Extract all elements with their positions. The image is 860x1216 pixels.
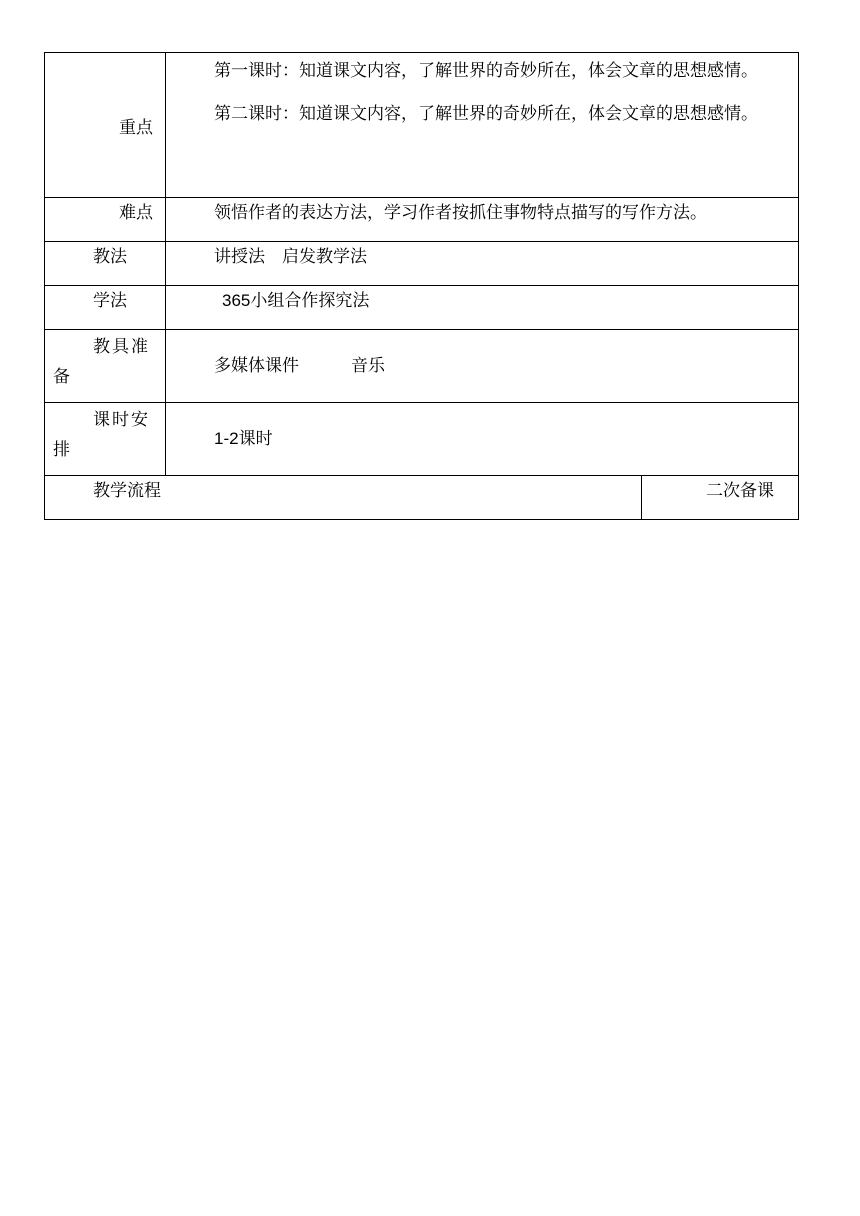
row-process bbox=[45, 476, 799, 520]
content-cell bbox=[166, 286, 799, 330]
label-cell bbox=[45, 198, 166, 242]
tools-label: 教具准备 bbox=[53, 337, 150, 387]
key-points-label: 重点 bbox=[119, 117, 153, 138]
row-difficulty bbox=[45, 198, 799, 242]
process-cell bbox=[45, 476, 642, 520]
difficulty-label: 难点 bbox=[119, 203, 153, 223]
lesson-plan-table bbox=[44, 52, 799, 520]
content-cell bbox=[166, 330, 799, 403]
tools-item-1: 多媒体课件 bbox=[214, 356, 299, 376]
schedule-label: 课时安排 bbox=[53, 410, 150, 460]
row-teaching-method bbox=[45, 242, 799, 286]
tools-line bbox=[174, 351, 790, 381]
teaching-method-label: 教法 bbox=[93, 247, 127, 267]
content-cell bbox=[166, 53, 799, 198]
label-cell bbox=[45, 53, 166, 198]
schedule-number: 1-2 bbox=[214, 429, 239, 448]
learning-method-label: 学法 bbox=[93, 291, 127, 311]
label-cell bbox=[45, 286, 166, 330]
label-cell bbox=[45, 403, 166, 476]
content-cell bbox=[166, 242, 799, 286]
row-tools bbox=[45, 330, 799, 403]
row-learning-method bbox=[45, 286, 799, 330]
learning-method-content: 小组合作探究法 bbox=[250, 291, 370, 311]
process-label: 教学流程 bbox=[93, 481, 161, 501]
second-prep-cell bbox=[642, 476, 799, 520]
learning-method-number: 365 bbox=[222, 291, 251, 310]
learning-method-line bbox=[174, 286, 790, 316]
key-points-para-2: 第二课时：知道课文内容，了解世界的奇妙所在，体会文章的思想感情。 bbox=[214, 104, 758, 124]
content-cell bbox=[166, 198, 799, 242]
second-prep-label: 二次备课 bbox=[706, 481, 774, 501]
label-cell bbox=[45, 242, 166, 286]
content-cell bbox=[166, 403, 799, 476]
tools-item-2: 音乐 bbox=[351, 356, 385, 376]
difficulty-content: 领悟作者的表达方法，学习作者按抓住事物特点描写的写作方法。 bbox=[214, 203, 707, 223]
teaching-method-content: 讲授法 启发教学法 bbox=[214, 247, 367, 267]
schedule-unit: 课时 bbox=[238, 429, 273, 449]
row-key-points bbox=[45, 53, 799, 198]
schedule-line bbox=[174, 424, 790, 454]
key-points-para-1: 第一课时：知道课文内容，了解世界的奇妙所在，体会文章的思想感情。 bbox=[214, 61, 758, 81]
row-schedule bbox=[45, 403, 799, 476]
label-cell bbox=[45, 330, 166, 403]
